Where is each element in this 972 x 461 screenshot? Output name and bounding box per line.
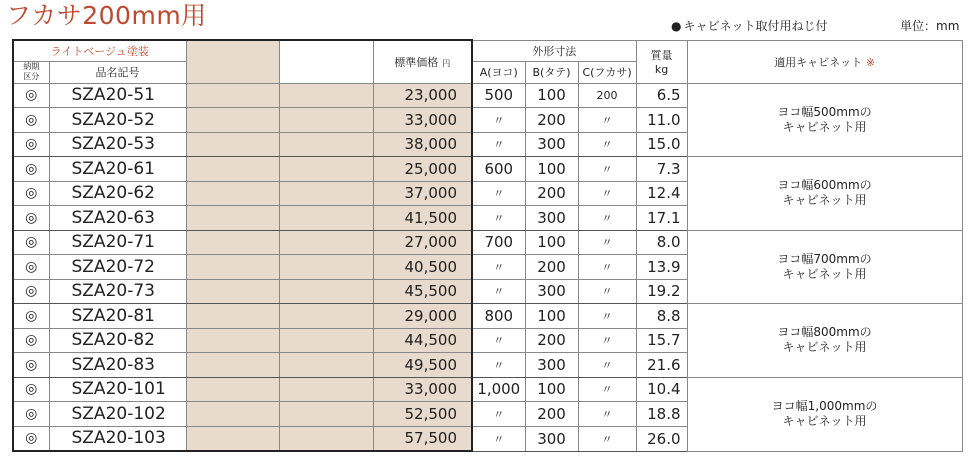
delivery-mark: ◎ [13,255,49,280]
weight-cell: 6.5 [636,83,687,108]
table-row [13,377,962,402]
model-header: 品名記号 [49,61,186,83]
delivery-mark: ◎ [13,377,49,402]
model-cell: SZA20-82 [49,328,186,353]
finish-blank-cell [186,230,279,255]
price-cell: 23,000 [373,83,472,108]
finish-blank-cell [186,377,279,402]
model-cell: SZA20-53 [49,132,186,157]
cabinet-group-line1: ヨコ幅500mmの [777,104,872,119]
table-row [13,157,962,182]
dim-b-cell: 300 [525,279,578,304]
spec-table [12,39,963,452]
dim-a-cell: 〃 [472,206,525,231]
dim-b-cell: 100 [525,230,578,255]
finish-blank-cell [186,328,279,353]
dim-a-cell: 1,000 [472,377,525,402]
model-cell: SZA20-52 [49,108,186,133]
cabinet-group-line2: キャビネット用 [782,414,867,428]
dim-b-cell: 200 [525,181,578,206]
price-cell: 40,500 [373,255,472,280]
delivery-mark: ◎ [13,157,49,182]
weight-cell: 8.0 [636,230,687,255]
delivery-mark: ◎ [13,83,49,108]
price-cell: 52,500 [373,402,472,427]
dim-c-cell: 〃 [578,353,636,378]
cabinet-group-line2: キャビネット用 [782,266,867,281]
finish-blank-cell [186,206,279,231]
dim-c-cell: 〃 [578,304,636,329]
cabinet-header-mark: ※ [865,55,875,69]
model-cell: SZA20-71 [49,230,186,255]
price-header-label: 標準価格 [394,55,439,69]
cabinet-group-line1: ヨコ幅800mmの [777,325,872,340]
dim-a-cell: 〃 [472,426,525,451]
finish-blank-cell-2 [279,426,373,451]
weight-cell: 19.2 [636,279,687,304]
model-cell: SZA20-61 [49,157,186,182]
finish-blank-cell-2 [279,279,373,304]
weight-cell: 11.0 [636,108,687,133]
finish-blank-cell-2 [279,328,373,353]
delivery-mark: ◎ [13,304,49,329]
blank-header-2 [279,40,373,83]
dim-b-cell: 100 [525,377,578,402]
weight-cell: 18.8 [636,402,687,427]
weight-cell: 26.0 [636,426,687,451]
finish-blank-cell-2 [279,377,373,402]
price-cell: 25,000 [373,157,472,182]
dim-c-header: C(フカサ) [578,61,636,83]
dim-a-cell: 〃 [472,279,525,304]
cabinet-group-line2: キャビネット用 [782,119,867,134]
cabinet-group-cell [687,377,962,451]
model-cell: SZA20-63 [49,206,186,231]
cabinet-screw-note-text: キャビネット取付用ねじ付 [683,19,828,33]
delivery-mark: ◎ [13,328,49,353]
cabinet-group-cell [687,157,962,231]
table-row [13,83,962,108]
weight-cell: 8.8 [636,304,687,329]
finish-blank-cell [186,255,279,280]
dim-b-header: B(タテ) [525,61,578,83]
finish-blank-cell-2 [279,206,373,231]
finish-blank-cell-2 [279,83,373,108]
dim-c-cell: 〃 [578,328,636,353]
cabinet-header-label: 適用キャビネット [774,55,863,69]
weight-header-line2: kg [654,63,669,76]
finish-header: ライトベージュ塗装 [13,40,186,61]
cabinet-group-line2: キャビネット用 [782,340,867,355]
finish-blank-cell-2 [279,132,373,157]
dim-b-cell: 200 [525,402,578,427]
dim-b-cell: 300 [525,426,578,451]
weight-header-line1: 質量 [650,49,673,62]
dim-a-cell: 〃 [472,132,525,157]
finish-blank-cell-2 [279,108,373,133]
cabinet-group-cell [687,83,962,157]
spec-table-body [13,83,962,451]
weight-cell: 13.9 [636,255,687,280]
weight-cell: 7.3 [636,157,687,182]
model-cell: SZA20-81 [49,304,186,329]
delivery-mark: ◎ [13,426,49,451]
dim-b-cell: 200 [525,255,578,280]
dim-c-cell: 〃 [578,206,636,231]
dim-c-cell: 〃 [578,402,636,427]
weight-cell: 10.4 [636,377,687,402]
dim-a-cell: 〃 [472,255,525,280]
cabinet-group-cell [687,304,962,378]
model-cell: SZA20-102 [49,402,186,427]
blank-header-1 [186,40,279,83]
delivery-header-line1: 納期 [23,62,40,71]
model-cell: SZA20-62 [49,181,186,206]
cabinet-group-line2: キャビネット用 [782,193,867,208]
price-cell: 29,000 [373,304,472,329]
cabinet-screw-note [671,17,828,34]
price-cell: 27,000 [373,230,472,255]
price-cell: 33,000 [373,377,472,402]
finish-blank-cell-2 [279,353,373,378]
delivery-mark: ◎ [13,181,49,206]
dim-a-cell: 〃 [472,181,525,206]
price-header [373,40,472,83]
delivery-mark: ◎ [13,206,49,231]
finish-blank-cell-2 [279,181,373,206]
finish-blank-cell [186,426,279,451]
dim-c-cell: 200 [578,83,636,108]
dim-c-cell: 〃 [578,426,636,451]
price-cell: 33,000 [373,108,472,133]
price-cell: 45,500 [373,279,472,304]
table-row [13,230,962,255]
dim-a-cell: 800 [472,304,525,329]
dims-header: 外形寸法 [472,40,636,61]
price-cell: 49,500 [373,353,472,378]
cabinet-header [687,40,962,83]
cabinet-group-line1: ヨコ幅600mmの [777,178,872,193]
delivery-mark: ◎ [13,108,49,133]
dim-b-cell: 300 [525,206,578,231]
price-cell: 41,500 [373,206,472,231]
dim-b-cell: 100 [525,157,578,182]
delivery-mark: ◎ [13,132,49,157]
price-cell: 57,500 [373,426,472,451]
model-cell: SZA20-73 [49,279,186,304]
unit-note: 単位：mm [900,19,960,33]
dim-c-cell: 〃 [578,108,636,133]
finish-blank-cell-2 [279,230,373,255]
table-row [13,304,962,329]
price-cell: 44,500 [373,328,472,353]
dim-a-cell: 〃 [472,353,525,378]
finish-blank-cell [186,108,279,133]
finish-blank-cell [186,83,279,108]
finish-blank-cell [186,157,279,182]
delivery-mark: ◎ [13,230,49,255]
finish-blank-cell [186,279,279,304]
delivery-header-line2: 区分 [23,72,40,81]
delivery-mark: ◎ [13,402,49,427]
dim-b-cell: 100 [525,83,578,108]
finish-blank-cell [186,181,279,206]
dim-a-cell: 〃 [472,328,525,353]
delivery-mark: ◎ [13,353,49,378]
weight-cell: 17.1 [636,206,687,231]
model-cell: SZA20-103 [49,426,186,451]
cabinet-group-line1: ヨコ幅1,000mmの [771,399,878,413]
model-cell: SZA20-83 [49,353,186,378]
model-cell: SZA20-51 [49,83,186,108]
price-cell: 37,000 [373,181,472,206]
dim-c-cell: 〃 [578,230,636,255]
dim-a-header: A(ヨコ) [472,61,525,83]
dim-b-cell: 300 [525,132,578,157]
cabinet-group-line1: ヨコ幅700mmの [777,251,872,266]
weight-cell: 15.0 [636,132,687,157]
dim-c-cell: 〃 [578,279,636,304]
weight-cell: 21.6 [636,353,687,378]
page-title: フカサ200mm用 [6,1,207,30]
weight-cell: 15.7 [636,328,687,353]
dim-a-cell: 〃 [472,402,525,427]
dim-c-cell: 〃 [578,255,636,280]
model-cell: SZA20-72 [49,255,186,280]
dim-b-cell: 100 [525,304,578,329]
delivery-mark: ◎ [13,279,49,304]
dim-a-cell: 700 [472,230,525,255]
finish-blank-cell [186,402,279,427]
dim-c-cell: 〃 [578,181,636,206]
dim-b-cell: 200 [525,108,578,133]
bullet-icon: ● [671,19,682,33]
model-cell: SZA20-101 [49,377,186,402]
cabinet-group-cell [687,230,962,304]
dim-c-cell: 〃 [578,377,636,402]
price-unit-label: 円 [442,58,451,68]
finish-blank-cell [186,353,279,378]
finish-blank-cell-2 [279,255,373,280]
dim-b-cell: 200 [525,328,578,353]
finish-blank-cell [186,132,279,157]
finish-blank-cell-2 [279,157,373,182]
dim-a-cell: 〃 [472,108,525,133]
dim-c-cell: 〃 [578,132,636,157]
dim-c-cell: 〃 [578,157,636,182]
dim-a-cell: 600 [472,157,525,182]
dim-a-cell: 500 [472,83,525,108]
finish-blank-cell [186,304,279,329]
finish-blank-cell-2 [279,304,373,329]
price-cell: 38,000 [373,132,472,157]
weight-cell: 12.4 [636,181,687,206]
dim-b-cell: 300 [525,353,578,378]
delivery-header [13,61,49,83]
weight-header [636,40,687,83]
finish-blank-cell-2 [279,402,373,427]
